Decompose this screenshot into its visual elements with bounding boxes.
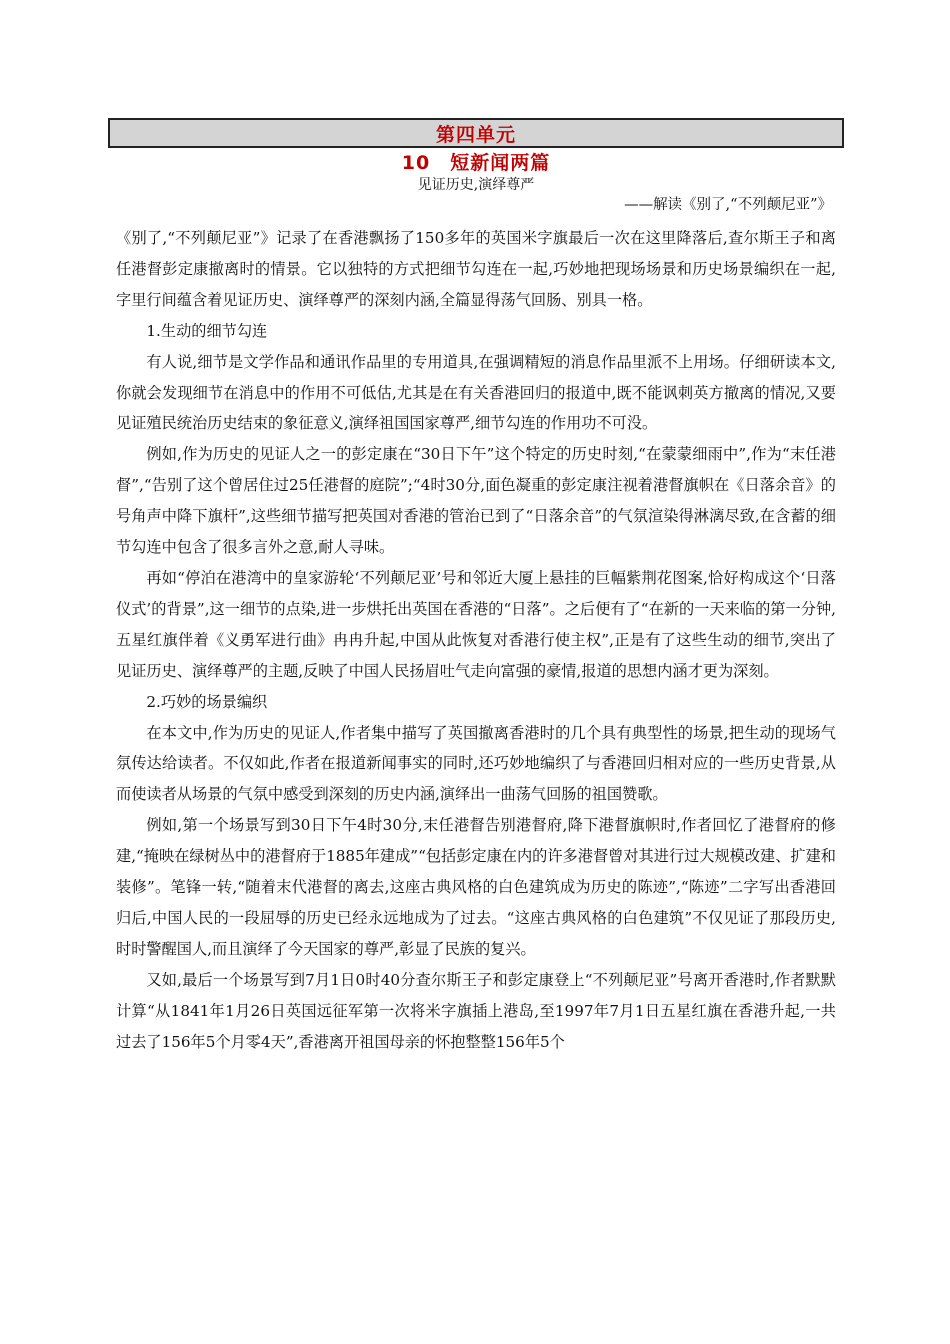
unit-banner bbox=[108, 118, 844, 148]
paragraph: 在本文中,作为历史的见证人,作者集中描写了英国撤离香港时的几个具有典型性的场景,把生动的现场气氛传达给读者。不仅如此,作者在报道新闻事实的同时,还巧妙地编织了与香港回归相对应的一些历史背景,从而使读者从场景的气氛中感受到深刻的历史内涵,演绎出一曲荡气回肠的祖国赞歌。 bbox=[116, 723, 836, 804]
unit-title: 第四单元 bbox=[435, 123, 516, 146]
paragraph: 例如,作为历史的见证人之一的彭定康在“30日下午”这个特定的历史时刻,“在蒙蒙细雨中”,作为“末任港督”,“告别了这个曾居住过25任港督的庭院”;“4时30分,面色凝重的彭定康注视着港督旗帜在《日落余音》的号角声中降下旗杆”,这些细节描写把英国对香港的管治已到了“日落余音”的气氛渲染得淋漓尽致,在含蓄的细节勾连中包含了很多言外之意,耐人寻味。 bbox=[116, 445, 836, 557]
intro-paragraph: 《别了,“不列颠尼亚”》记录了在香港飘扬了150多年的英国米字旗最后一次在这里降落后,查尔斯王子和离任港督彭定康撤离时的情景。它以独特的方式把细节勾连在一起,巧妙地把现场场景和历史场景编织在一起,字里行间蕴含着见证历史、演绎尊严的深刻内涵,全篇显得荡气回肠、别具一格。 bbox=[116, 229, 836, 309]
article-body bbox=[116, 223, 836, 1057]
section-heading-1: 1.生动的细节勾连 bbox=[146, 321, 268, 340]
section-heading-2: 2.巧妙的场景编织 bbox=[146, 692, 268, 711]
paragraph: 又如,最后一个场景写到7月1日0时40分查尔斯王子和彭定康登上“不列颠尼亚”号离开香港时,作者默默计算“从1841年1月26日英国远征军第一次将米字旗插上港岛,至1997年7月1日五星红旗在香港升起,一共过去了156年5个月零4天”,香港离开祖国母亲的怀抱整整156年5个 bbox=[116, 970, 836, 1051]
article-subtitle: 见证历史,演绎尊严 bbox=[417, 177, 535, 193]
paragraph: 再如“停泊在港湾中的皇家游轮‘不列颠尼亚’号和邻近大厦上悬挂的巨幅紫荆花图案,恰好构成这个‘日落仪式’的背景”,这一细节的点染,进一步烘托出英国在香港的“日落”。之后便有了“在新的一天来临的第一分钟,五星红旗伴着《义勇军进行曲》冉冉升起,中国从此恢复对香港行使主权”,正是有了这些生动的细节,突出了见证历史、演绎尊严的主题,反映了中国人民扬眉吐气走向富强的豪情,报道的思想内涵才更为深刻。 bbox=[116, 568, 836, 680]
article-byline: ——解读《别了,“不列颠尼亚”》 bbox=[624, 197, 832, 213]
lesson-title: 10 短新闻两篇 bbox=[401, 152, 551, 174]
paragraph: 例如,第一个场景写到30日下午4时30分,末任港督告别港督府,降下港督旗帜时,作者回忆了港督府的修建,“掩映在绿树丛中的港督府于1885年建成”“包括彭定康在内的许多港督曾对其进行过大规模改建、扩建和装修”。笔锋一转,“随着末代港督的离去,这座古典风格的白色建筑成为历史的陈迹”,“陈迹”二字写出香港回归后,中国人民的一段屈辱的历史已经永远地成为了过去。“这座古典风格的白色建筑”不仅见证了那段历史,时时警醒国人,而且演绎了今天国家的尊严,彰显了民族的复兴。 bbox=[116, 816, 836, 958]
paragraph: 有人说,细节是文学作品和通讯作品里的专用道具,在强调精短的消息作品里派不上用场。仔细研读本文,你就会发现细节在消息中的作用不可低估,尤其是在有关香港回归的报道中,既不能讽刺英方撤离的情况,又要见证殖民统治历史结束的象征意义,演绎祖国国家尊严,细节勾连的作用功不可没。 bbox=[116, 352, 836, 433]
